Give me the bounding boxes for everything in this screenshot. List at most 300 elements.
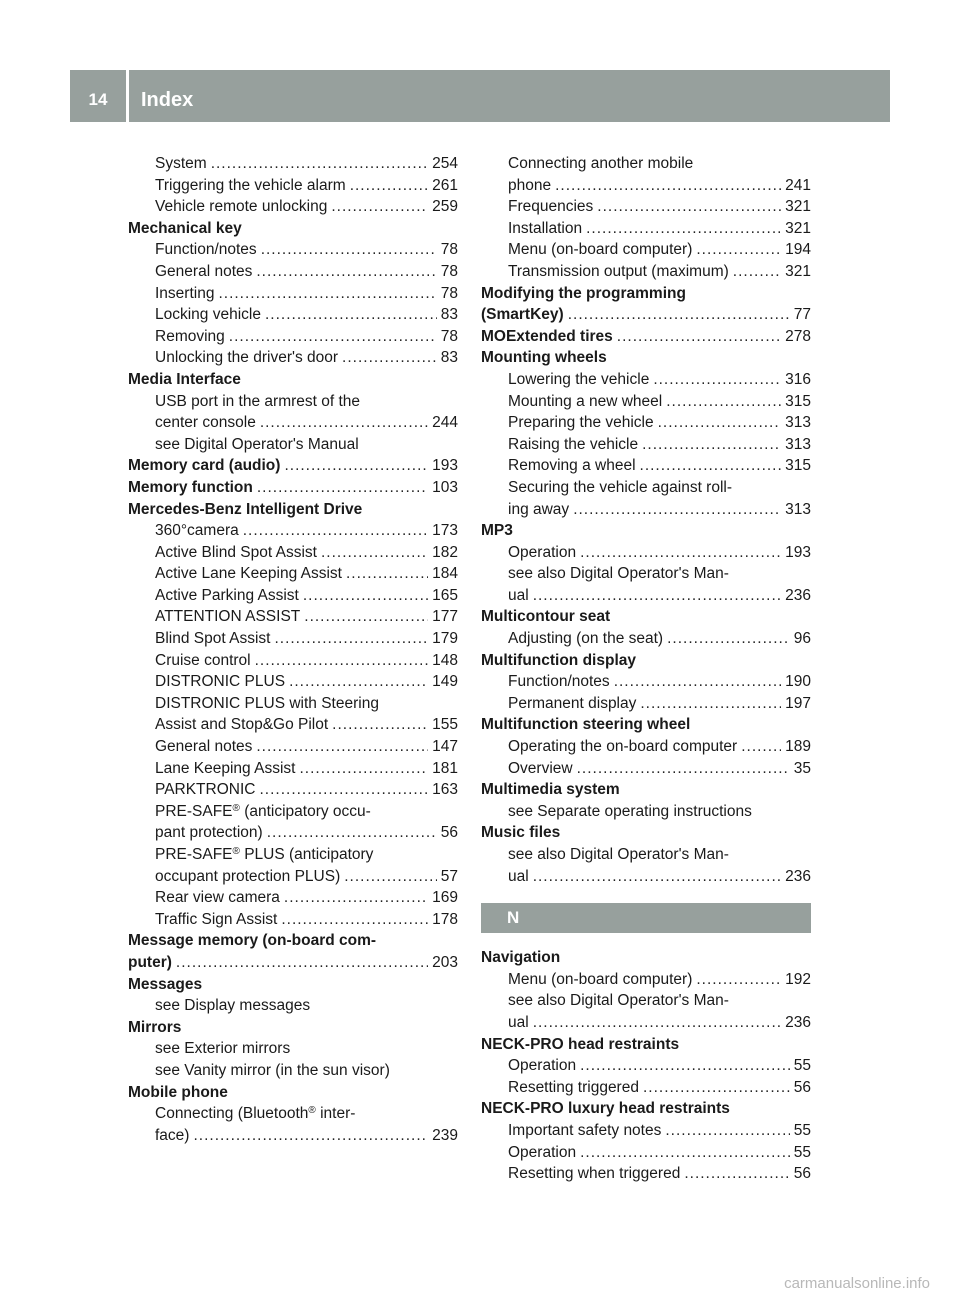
index-subentry (128, 239, 458, 261)
page-reference: 193 (432, 457, 458, 475)
registered-mark: ® (232, 846, 240, 857)
index-subentry (481, 969, 811, 991)
page-reference: 261 (432, 176, 458, 194)
index-subentry (128, 995, 458, 1017)
dot-leader (665, 1120, 789, 1142)
entry-text: Mechanical key (128, 219, 242, 237)
page-reference: 321 (785, 262, 811, 280)
page-reference: 148 (432, 651, 458, 669)
entry-text: Multifunction steering wheel (481, 716, 691, 734)
index-column-left (128, 153, 458, 1146)
index-entry-heading (481, 1034, 811, 1056)
entry-text: Connecting another mobile (508, 155, 694, 172)
entry-text: ual (508, 867, 529, 885)
index-subentry (481, 412, 811, 434)
page-reference: 189 (785, 738, 811, 756)
index-subentry (128, 714, 458, 736)
index-subentry (481, 1055, 811, 1077)
page-reference: 165 (432, 586, 458, 604)
entry-text: Installation (508, 219, 583, 237)
dot-leader (586, 218, 781, 240)
index-subentry (128, 434, 458, 456)
page-reference: 177 (432, 608, 458, 626)
index-subentry (128, 542, 458, 564)
page-reference: 83 (440, 349, 458, 367)
registered-mark: ® (232, 802, 240, 814)
page-reference: 173 (432, 522, 458, 540)
index-entry-heading (128, 499, 458, 521)
index-subentry (481, 369, 811, 391)
entry-text: Important safety notes (508, 1121, 662, 1139)
index-subentry (128, 628, 458, 650)
page-reference: 321 (785, 219, 811, 237)
watermark: carmanualsonline.info (784, 1275, 930, 1292)
entry-text: Mounting a new wheel (508, 392, 663, 410)
index-subentry (481, 1077, 811, 1099)
dot-leader (614, 671, 781, 693)
header-divider (126, 70, 129, 122)
index-subentry (128, 844, 458, 866)
index-subentry (481, 1163, 811, 1185)
page-reference: 169 (432, 889, 458, 907)
page-reference: 147 (432, 738, 458, 756)
index-subentry (481, 844, 811, 866)
entry-text: Rear view camera (155, 889, 280, 907)
entry-text: Messages (128, 975, 203, 993)
entry-text: 360°camera (155, 522, 239, 540)
dot-leader (267, 822, 437, 844)
dot-leader (193, 1125, 428, 1147)
entry-text: Active Blind Spot Assist (155, 543, 317, 561)
dot-leader (284, 887, 428, 909)
entry-text: Assist and Stop&Go Pilot (155, 716, 329, 734)
entry-text: Cruise control (155, 651, 251, 669)
page-reference: 78 (440, 262, 458, 280)
entry-text: Modifying the programming (481, 284, 686, 302)
page-reference: 56 (793, 1165, 811, 1183)
index-subentry (481, 1012, 811, 1034)
index-subentry (128, 1103, 458, 1125)
entry-text: see also Digital Operator's Man- (508, 992, 729, 1010)
entry-text: Active Lane Keeping Assist (155, 565, 342, 583)
entry-text: see also Digital Operator's Man- (508, 846, 729, 863)
entry-text: MP3 (481, 522, 513, 540)
dot-leader (331, 196, 428, 218)
entry-text: Operation (508, 1057, 577, 1075)
index-subentry (481, 671, 811, 693)
entry-text: Music files (481, 824, 561, 842)
entry-text: see Display messages (155, 997, 311, 1015)
entry-text: Locking vehicle (155, 306, 261, 324)
entry-text: Vehicle remote unlocking (155, 198, 328, 216)
page-reference: 313 (785, 435, 811, 453)
index-subentry (128, 196, 458, 218)
entry-text: Message memory (on-board com- (128, 932, 377, 950)
entry-text: PRE-SAFE® PLUS (anticipatory (155, 846, 374, 863)
entry-text: Raising the vehicle (508, 435, 639, 453)
page-number: 14 (88, 90, 108, 109)
entry-text: Media Interface (128, 370, 241, 388)
dot-leader (577, 758, 790, 780)
page-title: Index (141, 89, 194, 111)
entry-text: Triggering the vehicle alarm (155, 176, 346, 194)
entry-text: Operation (508, 543, 577, 561)
entry-text: Permanent display (508, 694, 637, 712)
entry-text: NECK-PRO luxury head restraints (481, 1100, 730, 1118)
dot-leader (653, 369, 781, 391)
dot-leader (218, 283, 436, 305)
entry-text: phone (508, 176, 552, 194)
dot-leader (555, 175, 781, 197)
page-reference: 155 (432, 716, 458, 734)
index-subentry (128, 175, 458, 197)
index-entry-heading (128, 369, 458, 391)
entry-text: see Separate operating instructions (508, 802, 752, 820)
entry-text: Overview (508, 759, 573, 777)
index-entry-heading (481, 779, 811, 801)
index-entry-heading (128, 477, 458, 499)
index-subentry (128, 671, 458, 693)
page-reference: 236 (785, 1013, 811, 1031)
dot-leader (642, 434, 781, 456)
entry-text: see Digital Operator's Manual (155, 435, 359, 453)
entry-text: DISTRONIC PLUS with Steering (155, 694, 379, 712)
page-reference: 181 (432, 759, 458, 777)
index-column-right (481, 153, 811, 1185)
index-entry-heading (481, 326, 811, 348)
page-reference: 313 (785, 414, 811, 432)
entry-text: Operation (508, 1143, 577, 1161)
page-reference: 96 (793, 630, 811, 648)
page-reference: 184 (432, 565, 458, 583)
index-subentry (128, 1060, 458, 1082)
index-subentry (128, 283, 458, 305)
index-subentry (481, 736, 811, 758)
index-entry-heading (481, 947, 811, 969)
index-subentry (481, 477, 811, 499)
dot-leader (344, 866, 437, 888)
entry-text: Unlocking the driver's door (155, 349, 339, 367)
index-subentry (128, 801, 458, 823)
entry-text: Operating the on-board computer (508, 738, 738, 756)
dot-leader (658, 412, 782, 434)
page-reference: 313 (785, 500, 811, 518)
index-subentry (128, 563, 458, 585)
index-subentry (481, 563, 811, 585)
index-subentry (128, 887, 458, 909)
entry-text: Function/notes (155, 241, 257, 259)
page-reference: 192 (785, 970, 811, 988)
page-reference: 259 (432, 198, 458, 216)
entry-text: Navigation (481, 949, 561, 967)
page-reference: 239 (432, 1126, 458, 1144)
index-subentry (128, 520, 458, 542)
dot-leader (580, 542, 781, 564)
index-subentry (128, 153, 458, 175)
index-subentry (128, 391, 458, 413)
dot-leader (281, 909, 428, 931)
entry-text: Mercedes-Benz Intelligent Drive (128, 500, 363, 518)
index-subentry (128, 304, 458, 326)
index-subentry (128, 606, 458, 628)
entry-text: Resetting when triggered (508, 1165, 681, 1183)
dot-leader (289, 671, 428, 693)
dot-leader (684, 1163, 789, 1185)
dot-leader (342, 347, 437, 369)
index-entry-heading (128, 218, 458, 240)
dot-leader (533, 866, 781, 888)
page-reference: 78 (440, 284, 458, 302)
entry-text: Multimedia system (481, 781, 620, 799)
entry-text: ing away (508, 500, 570, 518)
index-subentry (128, 779, 458, 801)
entry-text: Active Parking Assist (155, 586, 299, 604)
index-subentry (481, 196, 811, 218)
dot-leader (568, 304, 790, 326)
page-reference: 315 (785, 457, 811, 475)
entry-text: Connecting (Bluetooth® inter- (155, 1105, 356, 1123)
entry-text: General notes (155, 262, 253, 280)
entry-text: Blind Spot Assist (155, 630, 271, 648)
entry-text: Traffic Sign Assist (155, 910, 278, 928)
entry-text: Adjusting (on the seat) (508, 630, 664, 648)
index-subentry (481, 585, 811, 607)
dot-leader (533, 585, 781, 607)
entry-text: Transmission output (maximum) (508, 262, 729, 280)
index-subentry (481, 218, 811, 240)
page-reference: 83 (440, 306, 458, 324)
dot-leader (243, 520, 428, 542)
dot-leader (667, 628, 790, 650)
dot-leader (265, 304, 437, 326)
entry-text: Menu (on-board computer) (508, 241, 693, 259)
page-reference: 149 (432, 673, 458, 691)
index-subentry (481, 1142, 811, 1164)
page-reference: 254 (432, 155, 458, 172)
index-subentry (481, 434, 811, 456)
page-reference: 241 (785, 176, 811, 194)
index-subentry (481, 693, 811, 715)
entry-text: General notes (155, 738, 253, 756)
page-reference: 194 (785, 241, 811, 259)
page-reference: 103 (432, 478, 458, 496)
index-subentry (481, 239, 811, 261)
dot-leader (741, 736, 781, 758)
dot-leader (597, 196, 781, 218)
index-subentry (481, 542, 811, 564)
entry-text: Function/notes (508, 673, 610, 691)
entry-text: Mounting wheels (481, 349, 607, 367)
page-reference: 190 (785, 673, 811, 691)
dot-leader (640, 455, 782, 477)
entry-text: PRE-SAFE® (anticipatory occu- (155, 802, 371, 820)
index-subentry (128, 1125, 458, 1147)
index-entry-heading (128, 1082, 458, 1104)
entry-text: Lane Keeping Assist (155, 759, 296, 777)
dot-leader (666, 391, 781, 413)
entry-text: see Vanity mirror (in the sun visor) (155, 1061, 390, 1079)
index-subentry (481, 758, 811, 780)
entry-text: Preparing the vehicle (508, 414, 654, 432)
entry-text: Multifunction display (481, 651, 636, 669)
index-entry-heading (481, 347, 811, 369)
entry-text: pant protection) (155, 824, 263, 842)
dot-leader (350, 175, 428, 197)
dot-leader (255, 650, 429, 672)
dot-leader (257, 477, 428, 499)
index-subentry (128, 347, 458, 369)
entry-text: Memory function (128, 478, 253, 496)
dot-leader (617, 326, 781, 348)
index-subentry (128, 261, 458, 283)
index-entry-heading (481, 650, 811, 672)
entry-text: Removing a wheel (508, 457, 636, 475)
entry-text: puter) (128, 953, 172, 971)
entry-text: see Exterior mirrors (155, 1040, 291, 1058)
page-reference: 78 (440, 241, 458, 259)
index-entry-heading (481, 304, 811, 326)
entry-text: Mirrors (128, 1018, 182, 1036)
dot-leader (261, 239, 437, 261)
page-reference: 236 (785, 586, 811, 604)
dot-leader (533, 1012, 781, 1034)
entry-text: System (155, 155, 207, 172)
page-reference: 321 (785, 198, 811, 216)
entry-text: Inserting (155, 284, 215, 302)
entry-text: MOExtended tires (481, 327, 613, 345)
index-subentry (481, 175, 811, 197)
dot-leader (176, 952, 428, 974)
dot-leader (696, 969, 781, 991)
entry-text: see also Digital Operator's Man- (508, 565, 729, 583)
index-subentry (128, 1038, 458, 1060)
page-reference: 278 (785, 327, 811, 345)
dot-leader (573, 499, 781, 521)
index-entry-heading (128, 974, 458, 996)
index-subentry (481, 153, 811, 175)
entry-text: occupant protection PLUS) (155, 867, 341, 885)
dot-leader (304, 606, 428, 628)
index-subentry (128, 758, 458, 780)
entry-text: ual (508, 1013, 529, 1031)
entry-text: Lowering the vehicle (508, 370, 650, 388)
dot-leader (643, 1077, 790, 1099)
index-subentry (481, 391, 811, 413)
page-reference: 203 (432, 953, 458, 971)
dot-leader (696, 239, 781, 261)
index-entry-heading (481, 822, 811, 844)
page-reference: 244 (432, 414, 458, 432)
section-letter-heading: N (481, 903, 811, 933)
dot-leader (299, 758, 428, 780)
page-reference: 179 (432, 630, 458, 648)
dot-leader (256, 736, 428, 758)
entry-text: PARKTRONIC (155, 781, 256, 799)
index-entry-heading (481, 606, 811, 628)
dot-leader (260, 412, 428, 434)
page-reference: 163 (432, 781, 458, 799)
page-reference: 77 (793, 306, 811, 324)
index-subentry (128, 650, 458, 672)
index-subentry (481, 499, 811, 521)
index-subentry (128, 412, 458, 434)
entry-text: Removing (155, 327, 225, 345)
index-subentry (128, 585, 458, 607)
page-reference: 55 (793, 1143, 811, 1161)
page-reference: 57 (440, 867, 458, 885)
entry-text: face) (155, 1126, 190, 1144)
entry-text: NECK-PRO head restraints (481, 1035, 680, 1053)
entry-text: Memory card (audio) (128, 457, 281, 475)
index-subentry (481, 866, 811, 888)
index-subentry (128, 909, 458, 931)
dot-leader (332, 714, 428, 736)
dot-leader (256, 261, 436, 283)
dot-leader (284, 455, 428, 477)
entry-text: Multicontour seat (481, 608, 611, 626)
dot-leader (733, 261, 781, 283)
index-entry-heading (481, 283, 811, 305)
index-subentry (128, 736, 458, 758)
page-reference: 236 (785, 867, 811, 885)
entry-text: Securing the vehicle against roll- (508, 478, 733, 496)
index-subentry (481, 1120, 811, 1142)
index-subentry (128, 822, 458, 844)
page-reference: 315 (785, 392, 811, 410)
index-subentry (128, 326, 458, 348)
page-reference: 56 (793, 1078, 811, 1096)
index-entry-heading (128, 930, 458, 952)
page-reference: 55 (793, 1057, 811, 1075)
dot-leader (229, 326, 437, 348)
entry-text: Mobile phone (128, 1083, 228, 1101)
entry-text: (SmartKey) (481, 306, 564, 324)
dot-leader (580, 1142, 790, 1164)
entry-text: ual (508, 586, 529, 604)
index-subentry (128, 866, 458, 888)
dot-leader (274, 628, 428, 650)
dot-leader (580, 1055, 790, 1077)
entry-text: ATTENTION ASSIST (155, 608, 301, 626)
index-entry-heading (481, 714, 811, 736)
entry-text: USB port in the armrest of the (155, 392, 361, 410)
entry-text: Resetting triggered (508, 1078, 639, 1096)
index-subentry (481, 628, 811, 650)
index-subentry (481, 261, 811, 283)
index-subentry (481, 801, 811, 823)
page-reference: 197 (785, 694, 811, 712)
entry-text: DISTRONIC PLUS (155, 673, 286, 691)
index-subentry (481, 455, 811, 477)
page-reference: 193 (785, 543, 811, 561)
dot-leader (321, 542, 428, 564)
page-reference: 35 (793, 759, 811, 777)
index-subentry (128, 693, 458, 715)
index-entry-heading (128, 952, 458, 974)
page-header (70, 70, 890, 122)
dot-leader (640, 693, 781, 715)
entry-text: Frequencies (508, 198, 594, 216)
index-entry-heading (128, 455, 458, 477)
entry-text: Menu (on-board computer) (508, 970, 693, 988)
entry-text: center console (155, 414, 256, 432)
dot-leader (303, 585, 428, 607)
registered-mark: ® (308, 1105, 316, 1117)
page-reference: 55 (793, 1121, 811, 1139)
dot-leader (346, 563, 428, 585)
page-reference: 316 (785, 370, 811, 388)
dot-leader (259, 779, 428, 801)
